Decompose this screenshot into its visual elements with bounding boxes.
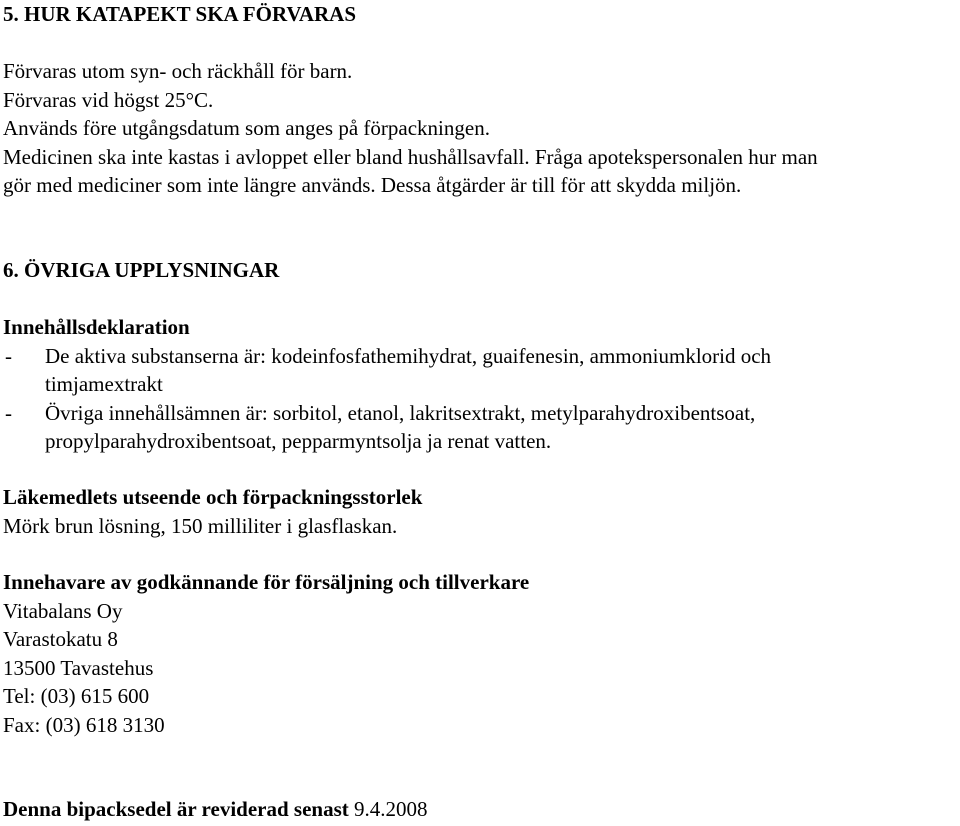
holder-heading: Innehavare av godkännande för försäljning och tillverkare [3,570,530,594]
revision-label: Denna bipacksedel är reviderad senast [3,797,349,821]
other-ingredients-line-1: Övriga innehållsämnen är: sorbitol, etanol, lakritsextrakt, metylparahydroxibentsoat, [45,400,756,425]
storage-line-2: Förvaras vid högst 25°C. [3,87,214,112]
appearance-heading: Läkemedlets utseende och förpackningsstorlek [3,485,423,509]
storage-line-4: Medicinen ska inte kastas i avloppet eller bland hushållsavfall. Fråga apotekspersonalen hur man [3,144,818,169]
list-item [3,342,958,399]
declaration-block [3,313,958,456]
active-substances-line-1: De aktiva substanserna är: kodeinfosfathemihydrat, guaifenesin, ammoniumklorid och [45,343,772,368]
declaration-heading: Innehållsdeklaration [3,315,190,339]
list-item-text [45,342,958,399]
section-5-title: 5. HUR KATAPEKT SKA FÖRVARAS [3,2,357,26]
active-substances-line-2: timjamextrakt [45,372,163,396]
holder-fax: Fax: (03) 618 3130 [3,712,165,737]
section-6-title: 6. ÖVRIGA UPPLYSNINGAR [3,258,280,282]
list-dash: - [5,343,12,368]
appearance-text: Mörk brun lösning, 150 milliliter i glasflaskan. [3,513,398,538]
holder-street: Varastokatu 8 [3,627,118,651]
revision-date: 9.4.2008 [354,797,428,821]
holder-phone: Tel: (03) 615 600 [3,684,150,708]
list-item-text [45,399,958,456]
holder-company: Vitabalans Oy [3,598,123,623]
storage-line-1: Förvaras utom syn- och räckhåll för barn. [3,59,353,83]
list-item [3,399,958,456]
holder-city: 13500 Tavastehus [3,655,154,680]
holder-block [3,568,958,739]
storage-line-5: gör med mediciner som inte längre används. Dessa åtgärder är till för att skydda miljön. [3,173,742,197]
list-dash: - [5,400,12,425]
appearance-block [3,483,958,540]
other-ingredients-line-2: propylparahydroxibentsoat, pepparmyntsolja ja renat vatten. [45,429,552,453]
section-5-body [3,57,958,200]
storage-line-3: Används före utgångsdatum som anges på förpackningen. [3,116,490,140]
revision-line [3,795,958,824]
